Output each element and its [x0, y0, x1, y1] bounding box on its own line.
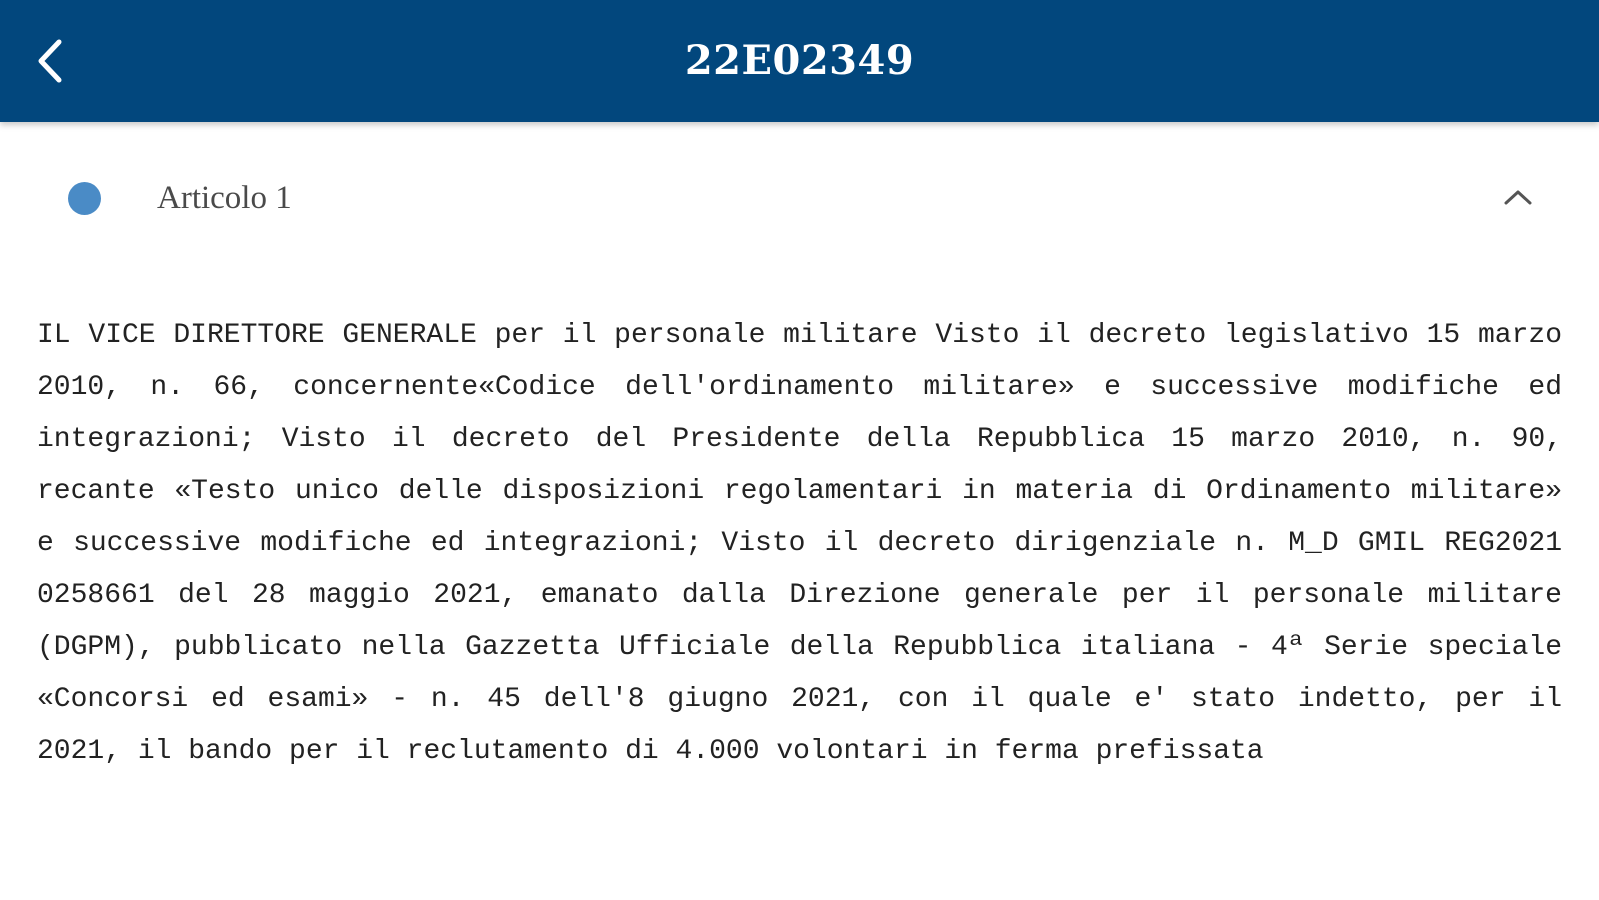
- section-bullet: [68, 182, 101, 215]
- section-label: Articolo 1: [157, 180, 292, 216]
- collapse-toggle[interactable]: [1498, 180, 1538, 214]
- chevron-up-icon: [1503, 187, 1533, 207]
- top-app-bar: [0, 0, 1599, 122]
- page-title: 22E02349: [684, 37, 915, 84]
- article-section-header[interactable]: [0, 152, 1599, 244]
- article-body-text: IL VICE DIRETTORE GENERALE per il personale militare Visto il decreto legislativo 15 marzo 2010, n. 66, concernente«Codice dell'ordinamento militare» e successive modifiche ed integrazioni; Visto il decreto del Presidente della Repubblica 15 marzo 2010, n. 90, recante «Testo unico delle disposizioni regolamentari in materia di Ordinamento militare» e successive modifiche ed integrazioni; Visto il decreto dirigenziale n. M_D GMIL REG2021 0258661 del 28 maggio 2021, emanato dalla Direzione generale per il personale militare (DGPM), pubblicato nella Gazzetta Ufficiale della Repubblica italiana - 4ª Serie speciale «Concorsi ed esami» - n. 45 dell'8 giugno 2021, con il quale e' stato indetto, per il 2021, il bando per il reclutamento di 4.000 volontari in ferma prefissata: [37, 320, 1562, 767]
